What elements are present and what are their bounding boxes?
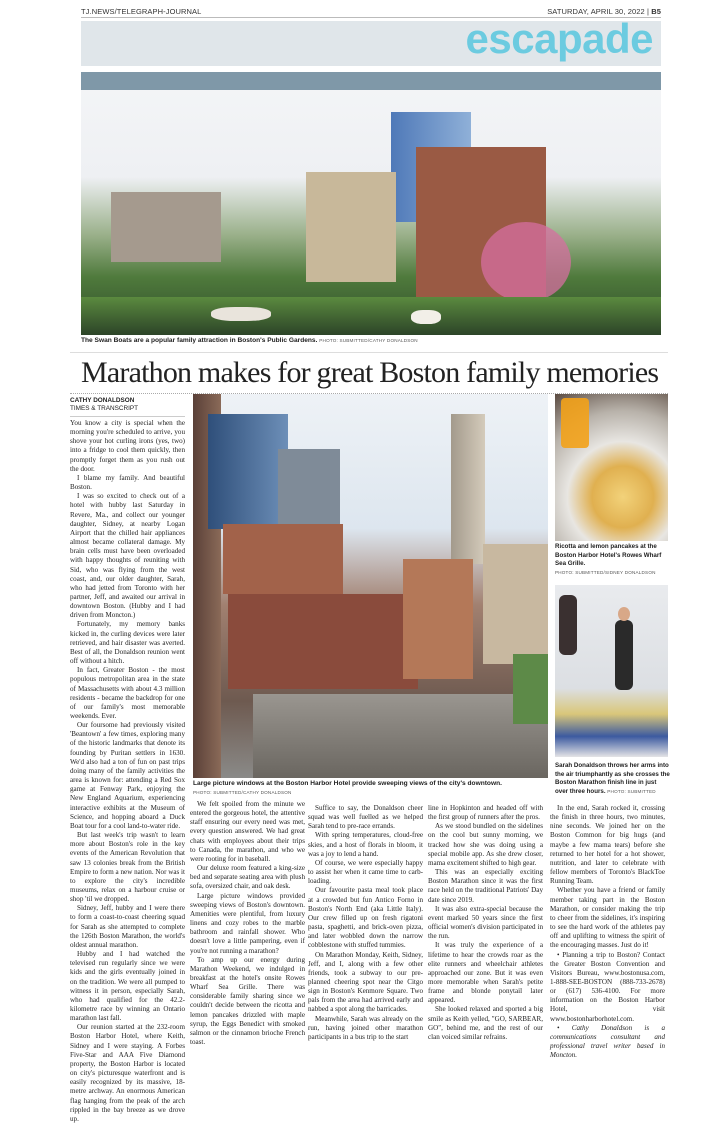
article-paragraph: In fact, Greater Boston - the most populous metropolitan area in the state of Massachusetts with about 4.3 million residents - became the backdrop for one of our family's most memorable weekends. Ever. (70, 666, 185, 720)
article-column-3 (308, 804, 423, 1042)
article-column-4 (428, 804, 543, 1042)
article-paragraph: Our favourite pasta meal took place at a crowded but fun Antico Forno in Boston's North End (aka Little Italy). Our crew filled up on fresh rigatoni pasta, spaghetti, and brick-oven pizza, and later wobbled down the narrow cobblestone with stuffed tummies. (308, 886, 423, 950)
photo-caption: Large picture windows at the Boston Harbor Hotel provide sweeping views of the city's downtown. PHOTO: SUBMITTED/CATHY DONALDSON (193, 780, 502, 795)
article-column-1 (70, 419, 185, 1124)
article-paragraph: As we stood bundled on the sidelines on the cool but sunny morning, we tracked how she was doing using a special mobile app. As she drew closer, mama excitement shifted to high gear. (428, 822, 543, 867)
article-paragraph: To amp up our energy during Marathon Weekend, we indulged in breakfast at the hotel's onsite Rowes Wharf Sea Grille. There was considerable family sharing since we couldn't decide between the ricotta and lemon pancakes drizzled with maple syrup, the Eggs Benedict with smoked salmon or the cinnamon brioche French toast. (190, 955, 305, 1047)
article-paragraph: Large picture windows provided sweeping views of Boston's downtown. Amenities were plentiful, from luxury linens and cozy robes to the marble bathroom and rainfall shower. Who doesn't love a little pampering, even if you're not running a marathon? (190, 891, 305, 955)
article-paragraph: It was also extra-special because the event marked 50 years since the first official women's division participated in the run. (428, 904, 543, 941)
article-paragraph: Hubby and I had watched the televised run regularly since we were kids and the girls eventually joined in on the tradition. We were all pumped to witness it in person, especially Sarah, who had qualified for the 42.2-kilometre race by winning an Ontario marathon last fall. (70, 950, 185, 1023)
article-paragraph: This was an especially exciting Boston Marathon since it was the first race held on the traditional Patriots' Day date since 2019. (428, 868, 543, 904)
section-title: escapade (465, 15, 653, 62)
article-paragraph: You know a city is special when the morning you're scheduled to arrive, you shove your hot curling irons (yes, two) into a fridge to cool them quickly, then promptly forget them as you rush out the door. (70, 419, 185, 473)
article-paragraph: Sidney, Jeff, hubby and I were there to form a coast-to-coast cheering squad for Sarah as she attempted to complete the 126th Boston Marathon, the world's oldest annual marathon. (70, 904, 185, 949)
caption-rule (70, 352, 668, 353)
article-column-2 (190, 800, 305, 1047)
author-name: CATHY DONALDSON (70, 397, 135, 404)
article-paragraph: Of course, we were especially happy to assist her when it came time to carb-loading. (308, 858, 423, 886)
article-paragraph: I was so excited to check out of a hotel with hubby last Saturday in Revere, Ma., and collect our younger daughter, Sidney, at nearby Logan Airport that the chilled hair appliances almost became collateral damage. My brain cells must have been overloaded with happy thoughts of reuniting with Sid, who was flying from the west coast, and, our older daughter, Sarah, who had jetted from Toronto with her partner, Jeff, and awaited our arrival in downtown Boston. (Hubby and I had driven from Moncton.) (70, 492, 185, 620)
photo-caption: Sarah Donaldson throws her arms into the air triumphantly as she crosses the Boston Marathon finish line in just over three hours. PHOTO: SUBMITTED (555, 762, 670, 795)
article-paragraph: But last week's trip wasn't to learn more about Boston's role in the key events of the American Revolution that saw 13 colonies break from the British Empire to form a new nation. Nor was it to explore the city's incredible museums, relax on a harbour cruise or shop 'til we dropped. (70, 831, 185, 904)
runner-finish-photo (555, 585, 668, 757)
article-paragraph: line in Hopkinton and headed off with the first group of runners after the pros. (428, 804, 543, 822)
article-paragraph: We felt spoiled from the minute we entered the gorgeous hotel, the attentive staff ensuring our every need was met, every question answered. We had great chats with employees about their trips to Canada, the marathon, and who we were rooting for in baseball. (190, 800, 305, 863)
byline-rule (70, 416, 185, 417)
article-paragraph: On Marathon Monday, Keith, Sidney, Jeff, and I, along with a few other friends, took a subway to our pre-planned cheering spot near the Citgo sign in Boston's Kenmore Square. Two pals from the area had arrived early and nabbed a spot along the barricades. (308, 950, 423, 1014)
article-paragraph: Whether you have a friend or family member taking part in the Boston Marathon, or consider making the trip to cheer from the sidelines, it's inspiring to see the hard work of the athletes pay off and uplifting to witness the spirit of the encouraging masses. Just do it! (550, 886, 665, 950)
boston-skyline-photo (193, 394, 548, 778)
article-paragraph: With spring temperatures, cloud-free skies, and a host of florals in bloom, it was a joy to lend a hand. (308, 831, 423, 858)
article-paragraph: She looked relaxed and sported a big smile as Keith yelled, "GO, SARBEAR, GO", behind me, and the rest of our clan voiced similar refrains. (428, 1005, 543, 1041)
article-paragraph: Our deluxe room featured a king-size bed and separate seating area with plush sofa, oversized chair, and oak desk. (190, 864, 305, 891)
issue-date: SATURDAY, APRIL 30, 2022 | B5 (547, 7, 661, 16)
article-paragraph: • Cathy Donaldson is a communications consultant and professional travel writer based in Moncton. (550, 1023, 665, 1060)
article-paragraph: • Planning a trip to Boston? Contact the Greater Boston Convention and Visitors Bureau, www.bostonusa.com, 1-888-SEE-BOSTON (888-733-2678) or (617) 536-4100. For more information on the Boston Harbor Hotel, visit www.bostonharborhotel.com. (550, 950, 665, 1023)
article-paragraph: It was truly the experience of a lifetime to hear the crowds roar as the elite runners and wheelchair athletes approached our zone. But it was even more memorable when Sarah's petite frame and blonde ponytail later appeared. (428, 941, 543, 1005)
swan-boats-photo (81, 72, 661, 335)
pancakes-photo (555, 394, 668, 541)
section-banner (81, 15, 661, 66)
article-paragraph: Suffice to say, the Donaldson cheer squad was well fuelled as we helped Sarah tend to pre-race errands. (308, 804, 423, 831)
byline (70, 397, 138, 413)
article-paragraph: In the end, Sarah rocked it, crossing the finish in three hours, two minutes, nine seconds. We joined her on the Boston Common for big hugs (and maybe a few mama tears) before she returned to her hotel for a hot shower, nutrition, and later to celebrate with fellow members of Toronto's BlackToe Running Team. (550, 804, 665, 886)
article-paragraph: I blame my family. And beautiful Boston. (70, 473, 185, 492)
article-column-5 (550, 804, 665, 1060)
photo-caption: Ricotta and lemon pancakes at the Boston Harbor Hotel's Rowes Wharf Sea Grille. PHOTO: SUBMITTED/SIDNEY DONALDSON (555, 543, 662, 575)
article-headline: Marathon makes for great Boston family memories (81, 356, 659, 389)
article-paragraph: Our reunion started at the 232-room Boston Harbor Hotel, where Keith, Sidney and I were staying. A Forbes Five-Star and AAA Five Diamond property, the Boston Harbor is located on city's picturesque waterfront and is easily recognized by its massive, 18-metre archway. An enormous American flag hanging from the peak of the arch rippled in the bay breeze as we drove up. (70, 1023, 185, 1123)
publication-name: TJ.NEWS/TELEGRAPH-JOURNAL (81, 7, 202, 16)
photo-caption: The Swan Boats are a popular family attraction in Boston's Public Gardens. PHOTO: SUBMITTED/CATHY DONALDSON (81, 337, 418, 344)
page-number: B5 (651, 7, 661, 16)
article-paragraph: Meanwhile, Sarah was already on the run, having joined other marathon participants in a bus trip to the start (308, 1014, 423, 1041)
article-paragraph: Fortunately, my memory banks kicked in, the curling devices were later retrieved, and hair disaster was averted. Best of all, the Donaldson reunion went off without a hitch. (70, 620, 185, 666)
article-paragraph: Our foursome had previously visited 'Beantown' a few times, exploring many of the historic landmarks that denote its founding by Puritan settlers in 1630. We'd also had a ton of fun on past trips doing many of the family activities the area is known for: attending a Red Sox game at Fenway Park, enjoying the New England Aquarium, experiencing interactive exhibits at the Museum of Science, and hopping aboard a Duck Boat tour for a cool land-to-water ride. (70, 721, 185, 830)
author-outlet: TIMES & TRANSCRIPT (70, 405, 139, 412)
